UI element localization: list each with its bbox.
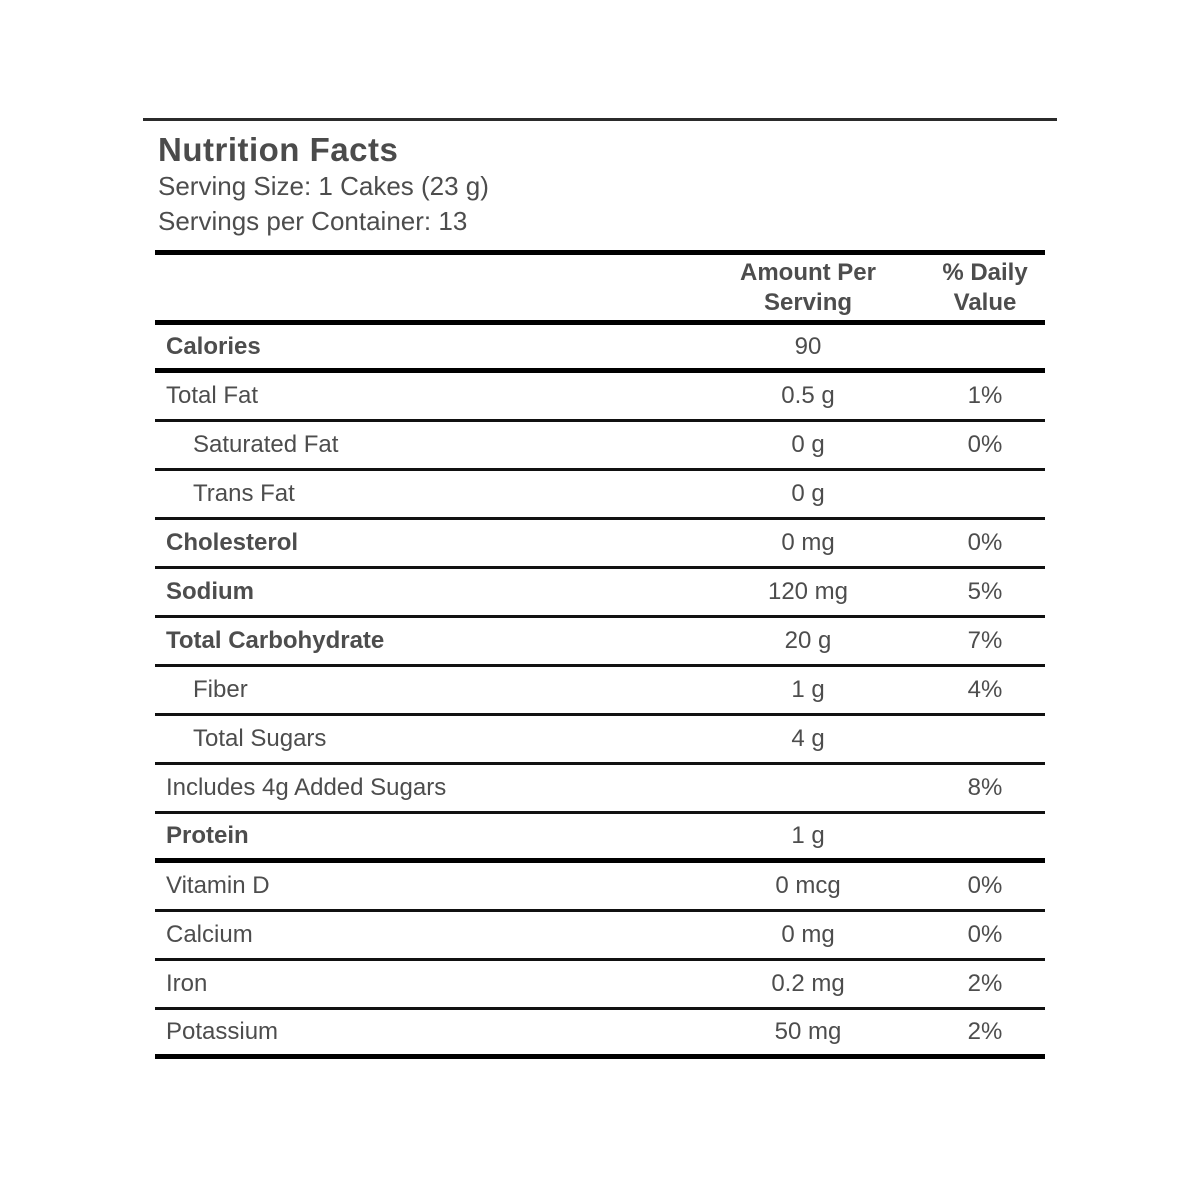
row-daily-value: 4% — [967, 676, 1003, 703]
row-label: Calories — [166, 332, 261, 360]
table-row — [155, 325, 1045, 373]
table-row — [155, 422, 1045, 471]
row-label: Total Sugars — [193, 725, 327, 752]
row-daily-value: 0% — [967, 872, 1003, 899]
row-daily-value: 2% — [967, 1018, 1003, 1045]
row-label: Sodium — [166, 578, 254, 605]
nutrition-facts-label — [143, 118, 1057, 1059]
row-amount-value: 120 mg — [767, 578, 849, 605]
row-label: Protein — [166, 822, 249, 849]
row-amount-value: 0 g — [791, 431, 825, 458]
column-header-daily-value-label: % Daily Value — [942, 258, 1028, 316]
table-row — [155, 716, 1045, 765]
row-amount-value: 0 g — [791, 480, 825, 507]
column-header-amount-per-serving — [691, 258, 925, 318]
row-amount-value: 90 — [794, 332, 822, 360]
nutrition-table — [155, 250, 1045, 1059]
column-header-daily-value — [925, 258, 1045, 318]
table-row — [155, 912, 1045, 961]
row-label: Total Carbohydrate — [166, 627, 385, 654]
row-amount-value: 0 mg — [781, 529, 835, 556]
table-row — [155, 520, 1045, 569]
nutrition-table-body — [155, 325, 1045, 1059]
row-amount-value: 20 g — [784, 627, 832, 654]
table-row — [155, 569, 1045, 618]
row-label: Fiber — [193, 676, 248, 703]
table-row — [155, 471, 1045, 520]
row-daily-value: 2% — [967, 970, 1003, 997]
table-row — [155, 814, 1045, 863]
page-title: Nutrition Facts — [158, 131, 399, 168]
table-row — [155, 618, 1045, 667]
table-row — [155, 961, 1045, 1010]
column-header-amount-label: Amount Per Serving — [739, 258, 876, 316]
table-row — [155, 863, 1045, 912]
row-amount-value: 0.5 g — [781, 382, 835, 409]
row-label: Includes 4g Added Sugars — [166, 774, 447, 801]
row-amount-value: 0 mcg — [775, 872, 841, 899]
serving-size-text: Serving Size: 1 Cakes (23 g) — [158, 171, 489, 201]
row-daily-value: 0% — [967, 529, 1003, 556]
row-daily-value: 8% — [967, 774, 1003, 801]
table-row — [155, 765, 1045, 814]
row-amount-value: 0.2 mg — [771, 970, 845, 997]
row-amount-value: 4 g — [791, 725, 825, 752]
row-label: Potassium — [166, 1018, 279, 1045]
table-row — [155, 373, 1045, 422]
servings-per-container-text: Servings per Container: 13 — [158, 206, 468, 236]
row-amount-value: 1 g — [791, 822, 825, 849]
row-amount-value: 1 g — [791, 676, 825, 703]
row-daily-value: 7% — [967, 627, 1003, 654]
row-label: Saturated Fat — [193, 431, 339, 458]
row-daily-value: 0% — [967, 431, 1003, 458]
row-amount-value: 0 mg — [781, 921, 835, 948]
table-row — [155, 1010, 1045, 1059]
row-daily-value: 0% — [967, 921, 1003, 948]
row-daily-value: 5% — [967, 578, 1003, 605]
row-label: Vitamin D — [166, 872, 270, 899]
row-daily-value: 1% — [967, 382, 1003, 409]
row-amount-value: 50 mg — [774, 1018, 842, 1045]
table-row — [155, 667, 1045, 716]
table-header-row — [155, 255, 1045, 325]
row-label: Total Fat — [166, 382, 259, 409]
row-label: Calcium — [166, 921, 253, 948]
row-label: Cholesterol — [166, 529, 299, 556]
row-label: Iron — [166, 970, 208, 997]
row-label: Trans Fat — [193, 480, 295, 507]
